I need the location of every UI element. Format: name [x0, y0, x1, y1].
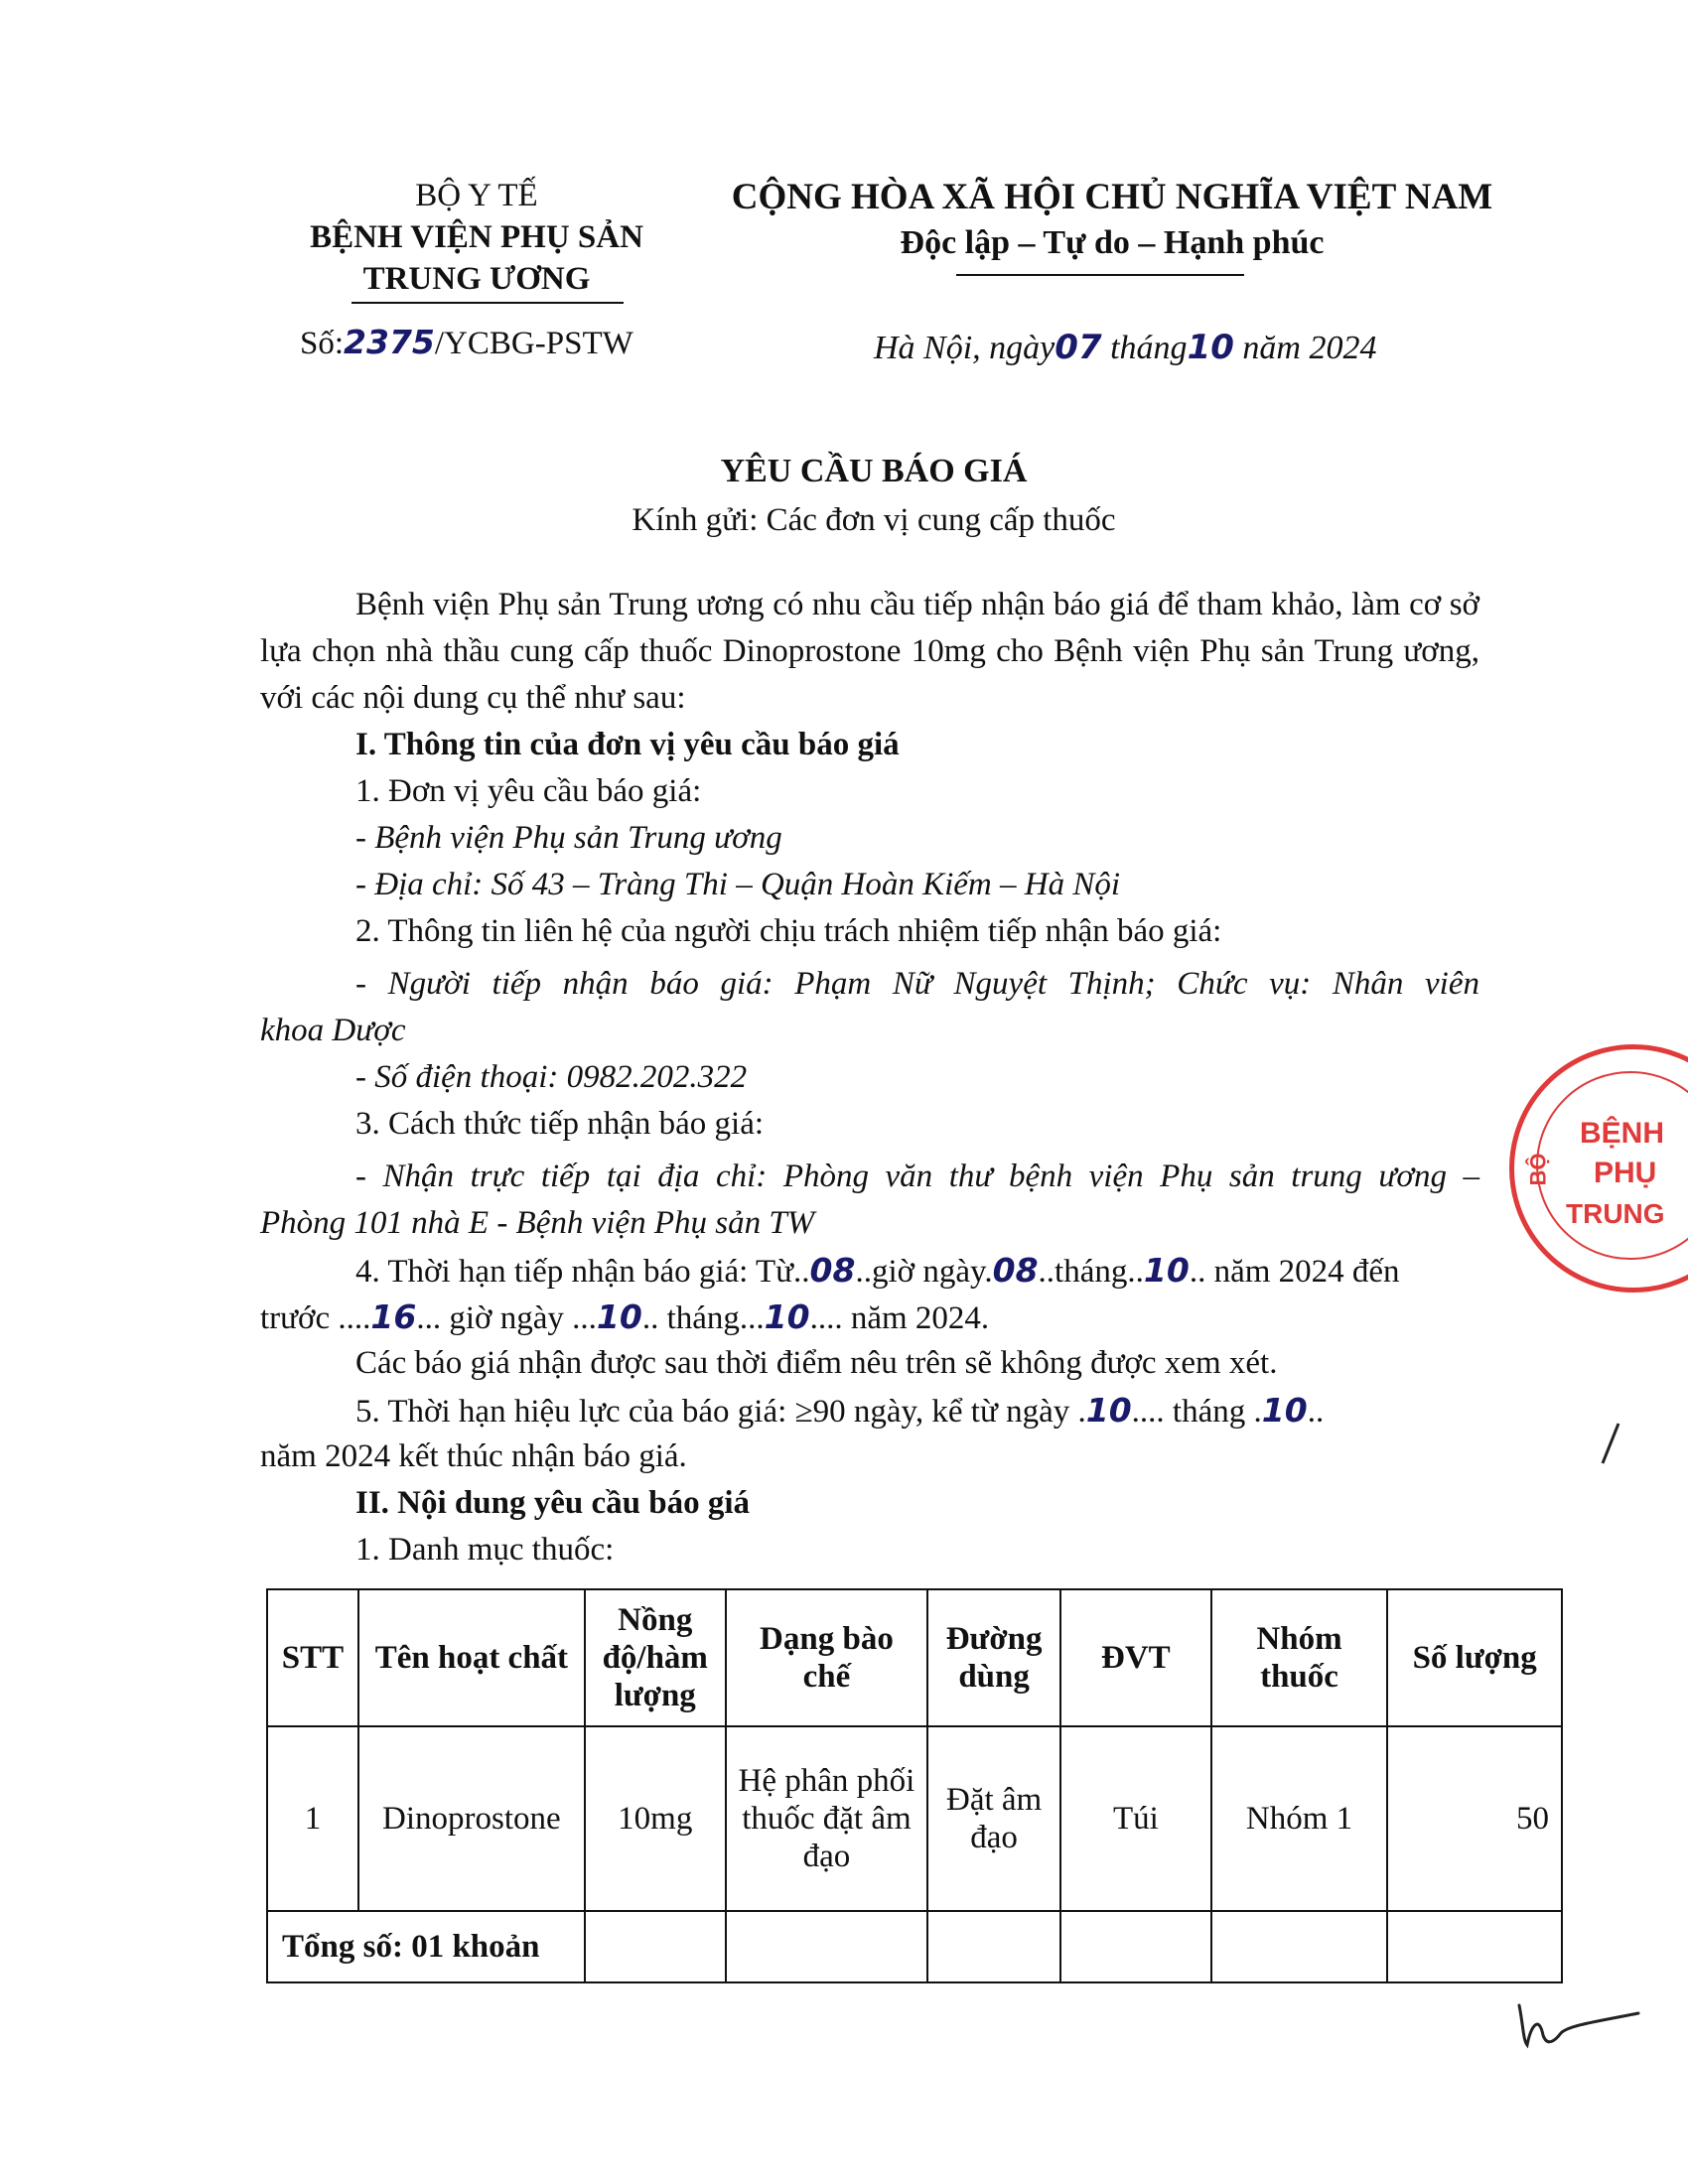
date-year: năm 2024: [1242, 330, 1377, 366]
document-date: [874, 328, 1376, 367]
item4-text-g: tháng: [666, 1300, 740, 1336]
number-prefix: Số:: [300, 326, 345, 361]
table-total-row: [267, 1911, 1562, 1982]
hospital-seal: [1509, 1044, 1688, 1293]
item4-text-e: trước: [260, 1300, 331, 1336]
item4-text-a: 4. Thời hạn tiếp nhận báo giá: Từ: [355, 1254, 794, 1290]
date-month-label: tháng: [1110, 330, 1188, 366]
motto-underline: [956, 274, 1244, 276]
date-day: 07: [1055, 328, 1102, 367]
table-cell: Đặt âm đạo: [927, 1726, 1060, 1911]
motto: Độc lập – Tự do – Hạnh phúc: [900, 224, 1325, 261]
country-name: CỘNG HÒA XÃ HỘI CHỦ NGHĨA VIỆT NAM: [731, 177, 1493, 217]
section1-item5-line2: năm 2024 kết thúc nhận báo giá.: [260, 1438, 687, 1474]
table-cell: [726, 1911, 927, 1982]
item4-month-start: 10: [1143, 1251, 1190, 1290]
receive-method-line2: Phòng 101 nhà E - Bệnh viện Phụ sản TW: [260, 1205, 815, 1241]
item5-month: 10: [1261, 1391, 1308, 1430]
item4-day-end: 10: [596, 1297, 642, 1336]
item4-hour-start: 08: [809, 1251, 856, 1290]
item4-month-end: 10: [764, 1297, 810, 1336]
national-header: [705, 175, 1519, 266]
table-cell: [585, 1911, 726, 1982]
issuer-underline: [352, 302, 624, 304]
late-quote-note: Các báo giá nhận được sau thời điểm nêu trên sẽ không được xem xét.: [355, 1345, 1278, 1381]
date-prefix: Hà Nội, ngày: [874, 330, 1055, 366]
intro-paragraph: Bệnh viện Phụ sản Trung ương có nhu cầu tiếp nhận báo giá để tham khảo, làm cơ sở lựa chọn nhà thầu cung cấp thuốc Dinoprostone 10mg cho Bệnh viện Phụ sản Trung ương, với các nội dung cụ thể như sau:: [260, 587, 1479, 716]
section2-heading: II. Nội dung yêu cầu báo giá: [355, 1485, 751, 1521]
item4-text-f: giờ ngày: [449, 1300, 564, 1336]
document-title: YÊU CẦU BÁO GIÁ: [720, 453, 1028, 489]
document-number: [300, 323, 633, 362]
receiver-line2: khoa Dược: [260, 1013, 406, 1048]
table-header-cell: Số lượng: [1387, 1589, 1562, 1726]
section2-item1: 1. Danh mục thuốc:: [355, 1532, 615, 1568]
table-header-cell: Dạng bào chế: [726, 1589, 927, 1726]
table-header-cell: STT: [267, 1589, 358, 1726]
table-header-cell: ĐVT: [1060, 1589, 1211, 1726]
number-handwritten: 2375: [344, 323, 435, 361]
receive-method-line1: - Nhận trực tiếp tại địa chỉ: Phòng văn thư bệnh viện Phụ sản trung ương –: [355, 1159, 1479, 1194]
hospital-name-line2: TRUNG ƯƠNG: [362, 261, 591, 297]
table-header-cell: Tên hoạt chất: [358, 1589, 585, 1726]
pen-mark: [1589, 1420, 1628, 1469]
date-month: 10: [1187, 328, 1234, 367]
seal-text: BỘ: [1525, 1153, 1551, 1186]
item4-text-d: năm 2024 đến: [1213, 1254, 1400, 1290]
item4-hour-end: 16: [370, 1297, 417, 1336]
section1-item5-line1: 5. Thời hạn hiệu lực của báo giá: ≥90 ngày, kể từ ngày .10.... tháng .10..: [355, 1391, 1325, 1430]
table-cell: 1: [267, 1726, 358, 1911]
item5-text-a: 5. Thời hạn hiệu lực của báo giá: ≥90 ngày, kể từ ngày: [355, 1394, 1070, 1430]
drug-list-table: [266, 1588, 1563, 1983]
number-suffix: /YCBG-PSTW: [434, 326, 633, 361]
section1-heading: I. Thông tin của đơn vị yêu cầu báo giá: [355, 727, 900, 762]
section1-item3: 3. Cách thức tiếp nhận báo giá:: [355, 1106, 765, 1142]
table-cell: [927, 1911, 1060, 1982]
table-header-cell: Đường dùng: [927, 1589, 1060, 1726]
ministry-name: BỘ Y TẾ: [415, 178, 538, 213]
table-cell: 10mg: [585, 1726, 726, 1911]
receiver-line1: - Người tiếp nhận báo giá: Phạm Nữ Nguyệt Thịnh; Chức vụ: Nhân viên: [355, 966, 1479, 1002]
section1-item4-line1: 4. Thời hạn tiếp nhận báo giá: Từ..08..giờ ngày.08..tháng..10.. năm 2024 đến: [355, 1251, 1400, 1290]
table-cell: [1387, 1911, 1562, 1982]
seal-text: PHỤ: [1594, 1157, 1657, 1189]
recipient-line: Kính gửi: Các đơn vị cung cấp thuốc: [632, 502, 1116, 538]
table-cell: Túi: [1060, 1726, 1211, 1911]
section1-item1: 1. Đơn vị yêu cầu báo giá:: [355, 773, 702, 809]
table-cell: [1060, 1911, 1211, 1982]
item4-day-start: 08: [992, 1251, 1039, 1290]
table-cell: 50: [1387, 1726, 1562, 1911]
section1-item2: 2. Thông tin liên hệ của người chịu trách nhiệm tiếp nhận báo giá:: [355, 913, 1222, 949]
issuer-block: [248, 175, 705, 300]
table-row: [267, 1726, 1562, 1911]
table-header-cell: Nhóm thuốc: [1211, 1589, 1388, 1726]
table-cell: Nhóm 1: [1211, 1726, 1388, 1911]
item5-day: 10: [1085, 1391, 1132, 1430]
phone-number: - Số điện thoại: 0982.202.322: [355, 1059, 748, 1095]
seal-text: BỆNH: [1580, 1117, 1665, 1150]
table-header-row: [267, 1589, 1562, 1726]
requesting-unit: - Bệnh viện Phụ sản Trung ương: [355, 820, 782, 856]
item5-text-b: tháng: [1172, 1394, 1246, 1430]
table-total-label: Tổng số: 01 khoản: [267, 1911, 585, 1982]
table-cell: Dinoprostone: [358, 1726, 585, 1911]
item4-text-h: năm 2024.: [850, 1300, 990, 1336]
seal-text: TRUNG: [1566, 1198, 1665, 1229]
table-cell: [1211, 1911, 1388, 1982]
section1-item4-line2: trước ....16... giờ ngày ...10.. tháng...10.... năm 2024.: [260, 1297, 990, 1336]
hospital-name-line1: BỆNH VIỆN PHỤ SẢN: [310, 219, 643, 255]
item4-text-c: tháng: [1055, 1254, 1128, 1290]
requesting-address: - Địa chỉ: Số 43 – Tràng Thi – Quận Hoàn Kiếm – Hà Nội: [355, 867, 1121, 902]
table-cell: Hệ phân phối thuốc đặt âm đạo: [726, 1726, 927, 1911]
initials-signature: [1509, 1985, 1648, 2055]
item4-text-b: giờ ngày: [871, 1254, 985, 1290]
table-header-cell: Nồng độ/hàm lượng: [585, 1589, 726, 1726]
